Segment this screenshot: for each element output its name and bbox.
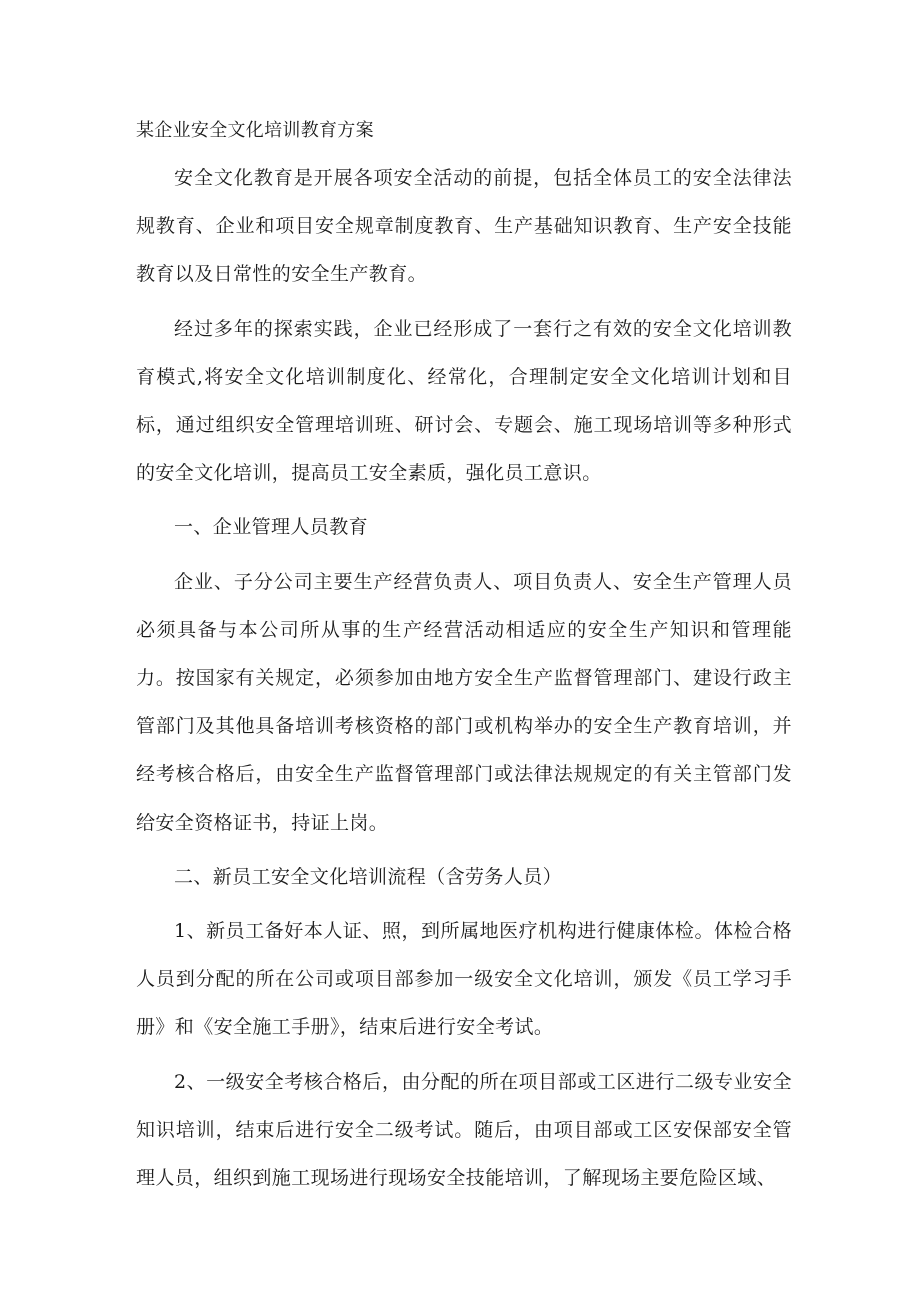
paragraph-intro: 安全文化教育是开展各项安全活动的前提，包括全体员工的安全法律法规教育、企业和项目安全规章制度教育、生产基础知识教育、生产安全技能教育以及日常性的安全生产教育。 <box>136 167 792 286</box>
section-heading-new-staff: 二、新员工安全文化培训流程（含劳务人员） <box>174 865 563 888</box>
paragraph-practice: 经过多年的探索实践，企业已经形成了一套行之有效的安全文化培训教育模式,将安全文化培训制度化、经常化，合理制定安全文化培训计划和目标，通过组织安全管理培训班、研讨会、专题会、施工现场培训等多种形式的安全文化培训，提高员工安全素质，强化员工意识。 <box>136 317 792 485</box>
section-heading-management: 一、企业管理人员教育 <box>174 516 369 539</box>
paragraph-step-1: 1、新员工备好本人证、照，到所属地医疗机构进行健康体检。体检合格人员到分配的所在公司或项目部参加一级安全文化培训，颁发《员工学习手册》和《安全施工手册》，结束后进行安全考试。 <box>136 920 792 1039</box>
document-title: 某企业安全文化培训教育方案 <box>136 120 374 141</box>
paragraph-step-2: 2、一级安全考核合格后，由分配的所在项目部或工区进行二级专业安全知识培训，结束后进行安全二级考试。随后，由项目部或工区安保部安全管理人员，组织到施工现场进行现场安全技能培训，了解现场主要危险区域、 <box>136 1070 792 1190</box>
document-page <box>136 108 792 1208</box>
paragraph-management: 企业、子分公司主要生产经营负责人、项目负责人、安全生产管理人员必须具备与本公司所从事的生产经营活动相适应的安全生产知识和管理能力。按国家有关规定，必须参加由地方安全生产监督管理部门、建设行政主管部门及其他具备培训考核资格的部门或机构举办的安全生产教育培训，并经考核合格后，由安全生产监督管理部门或法律法规规定的有关主管部门发给安全资格证书，持证上岗。 <box>136 570 792 834</box>
